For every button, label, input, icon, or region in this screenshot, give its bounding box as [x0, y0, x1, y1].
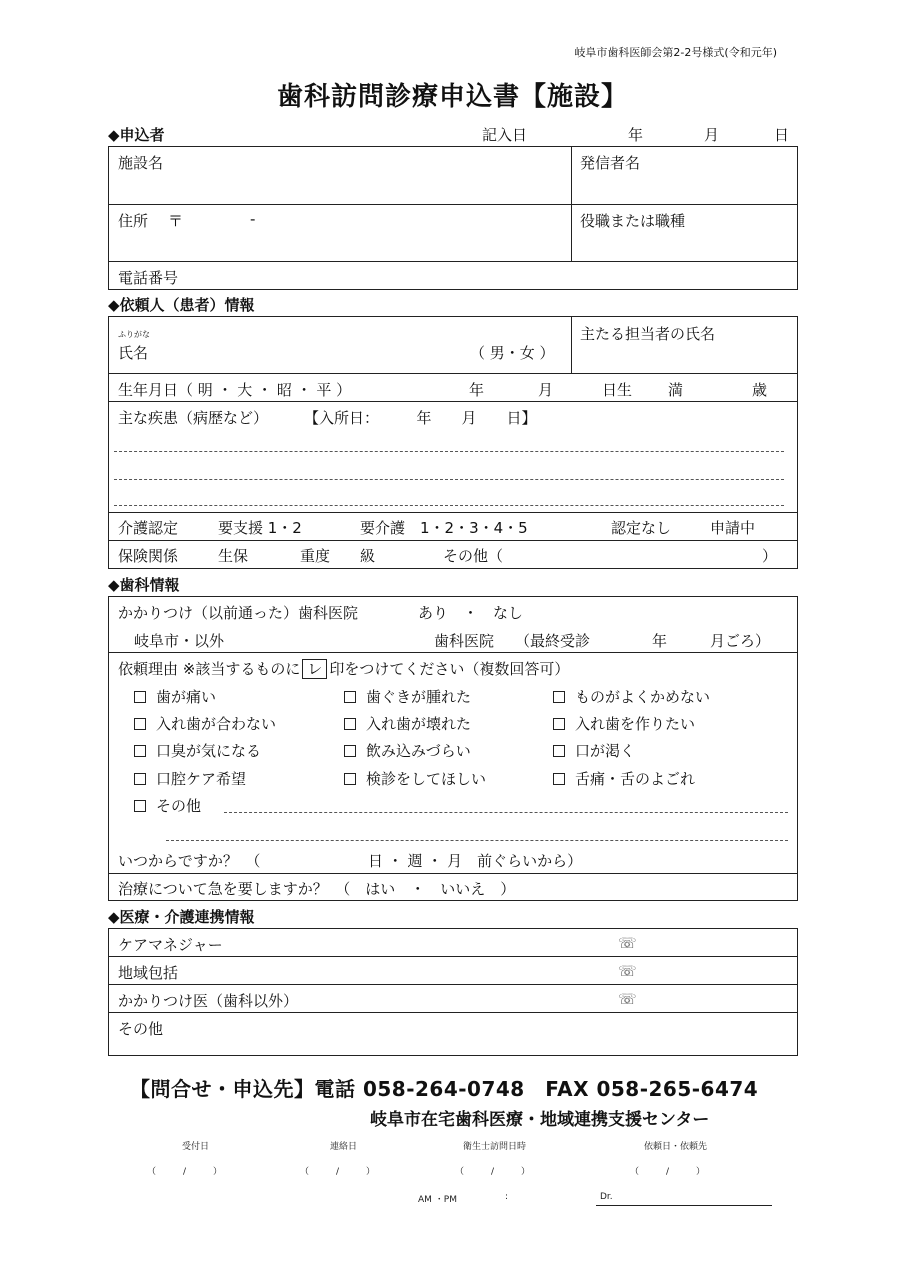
patient-name-field[interactable]: 氏名 [118, 344, 149, 362]
form-number: 岐阜市歯科医師会第2-2号様式(令和元年) [574, 46, 777, 59]
care-level-option[interactable]: 要介護 1・2・3・4・5 [360, 519, 528, 537]
care-manager-field[interactable]: ケアマネジャー [118, 936, 223, 954]
disease-dotline-1 [114, 451, 784, 452]
coord-other-field[interactable]: その他 [118, 1020, 164, 1038]
reason-suffix: 印をつけてください（複数回答可） [329, 660, 570, 678]
disease-dotline-3 [114, 505, 784, 506]
checkbox-icon[interactable] [344, 773, 356, 785]
postal-dash: - [250, 210, 256, 228]
age-unit: 歳 [752, 381, 768, 399]
no-cert-option[interactable]: 認定なし [611, 519, 672, 537]
page-title: 歯科訪問診療申込書【施設】 [276, 82, 628, 112]
reason-label: ものがよくかめない [575, 688, 711, 706]
reason-label: 検診をしてほしい [366, 770, 487, 788]
position-field[interactable]: 役職または職種 [580, 212, 686, 230]
insurance-label: 保険関係 [118, 547, 179, 565]
birth-month: 月 [538, 381, 554, 399]
patient-line-3 [108, 512, 798, 513]
applicant-line-2 [108, 261, 798, 262]
reason-label: 舌痛・舌のよごれ [575, 770, 696, 788]
regular-clinic-label: かかりつけ（以前通った）歯科医院 [118, 604, 359, 622]
dental-line-1 [108, 652, 798, 653]
family-doctor-field[interactable]: かかりつけ医（歯科以外） [118, 992, 299, 1010]
patient-line-1 [108, 373, 798, 374]
checkbox-icon[interactable] [344, 745, 356, 757]
office-contacted-label: 連絡日 [330, 1142, 358, 1152]
furigana-label: ふりがな [118, 330, 150, 339]
office-hygienist-date[interactable]: （ / ） [455, 1167, 534, 1177]
entry-date-label: 記入日 [482, 126, 528, 144]
coord-line-2 [108, 984, 798, 985]
reason-instructions [118, 658, 569, 679]
office-request-date[interactable]: （ / ） [630, 1167, 709, 1177]
doctor-underline [596, 1205, 772, 1206]
birth-year: 年 [469, 381, 485, 399]
reason-checkbox[interactable] [134, 686, 216, 707]
coord-line-3 [108, 1012, 798, 1013]
reason-checkbox[interactable] [344, 740, 471, 761]
entry-month: 月 [704, 126, 720, 144]
section-applicant: ◆申込者 [108, 126, 165, 144]
since-field[interactable]: いつからですか？ （ [118, 852, 261, 870]
admission-date[interactable]: 【入所日： 年 月 日】 [304, 409, 537, 427]
insurance-close: ） [762, 547, 778, 565]
office-request-label: 依頼日・依頼先 [644, 1142, 708, 1152]
contact-line: 【問合せ・申込先】電話 058-264-0748 FAX 058-265-6474 [130, 1077, 759, 1101]
office-ampm[interactable]: AM ・PM [418, 1195, 457, 1205]
reason-label: 口が渇く [575, 742, 636, 760]
reason-label: 入れ歯を作りたい [575, 715, 696, 733]
office-received-date[interactable]: （ / ） [147, 1167, 226, 1177]
clinic-city[interactable]: 岐阜市・以外 [134, 632, 225, 650]
dental-line-2 [108, 873, 798, 874]
severe-option[interactable]: 重度 級 [300, 547, 376, 565]
birth-day: 日生 [602, 381, 633, 399]
office-colon: : [505, 1192, 509, 1202]
care-cert-label: 介護認定 [118, 519, 179, 537]
insurance-other[interactable]: その他（ [443, 547, 504, 565]
checkbox-icon[interactable] [553, 691, 565, 703]
sender-name-field[interactable]: 発信者名 [580, 154, 641, 172]
address-field[interactable]: 住所 [118, 212, 149, 230]
regular-clinic-yes-no[interactable]: あり ・ なし [418, 604, 524, 622]
office-contacted-date[interactable]: （ / ） [300, 1167, 379, 1177]
checkbox-icon[interactable] [344, 718, 356, 730]
checkbox-icon[interactable] [134, 745, 146, 757]
contact-organization: 岐阜市在宅歯科医療・地域連携支援センター [370, 1110, 710, 1130]
patient-line-4 [108, 540, 798, 541]
other-dotline-2 [166, 840, 788, 841]
clinic-label: 歯科医院 [434, 632, 495, 650]
community-center-field[interactable]: 地域包括 [118, 964, 179, 982]
checkbox-icon[interactable] [344, 691, 356, 703]
patient-divider [571, 316, 572, 373]
office-received-label: 受付日 [182, 1142, 210, 1152]
reason-prefix: 依頼理由 ※該当するものに [118, 660, 301, 678]
welfare-option[interactable]: 生保 [218, 547, 249, 565]
checkbox-icon[interactable] [553, 745, 565, 757]
reason-checkbox[interactable] [344, 686, 471, 707]
reason-checkbox[interactable] [553, 768, 695, 789]
birth-era-selector[interactable]: 生年月日（ 明 ・ 大 ・ 昭 ・ 平 ） [118, 381, 352, 399]
checkbox-icon[interactable] [553, 718, 565, 730]
last-visit-year: 年 [652, 632, 668, 650]
postal-mark: 〒 [168, 212, 184, 230]
checkbox-icon[interactable] [134, 773, 146, 785]
section-coordination: ◆医療・介護連携情報 [108, 908, 255, 926]
entry-year: 年 [628, 126, 644, 144]
reason-checkbox[interactable] [553, 713, 695, 734]
facility-name-field[interactable]: 施設名 [118, 154, 164, 172]
support-option[interactable]: 要支援 1・2 [218, 519, 302, 537]
reason-checkbox[interactable] [344, 713, 471, 734]
applying-option[interactable]: 申請中 [710, 519, 756, 537]
applicant-line-1 [108, 204, 798, 205]
age-full: 満 [668, 381, 684, 399]
applicant-box [108, 146, 798, 290]
reason-label: 歯が痛い [156, 688, 217, 706]
reason-label: その他 [156, 797, 202, 815]
disease-dotline-2 [114, 479, 784, 480]
phone-icon: ☏ [618, 990, 637, 1008]
staff-name-field[interactable]: 主たる担当者の氏名 [580, 325, 716, 343]
last-visit-month: 月ごろ） [710, 632, 771, 650]
reason-label: 飲み込みづらい [366, 742, 471, 760]
reason-checkbox[interactable] [134, 713, 276, 734]
reason-label: 口臭が気になる [156, 742, 262, 760]
since-units[interactable]: 日 ・ 週 ・ 月 前ぐらいから） [368, 852, 583, 870]
reason-checkbox[interactable] [553, 740, 635, 761]
office-hygienist-label: 衛生士訪問日時 [463, 1142, 527, 1152]
office-doctor[interactable]: Dr. [600, 1192, 613, 1202]
entry-day: 日 [774, 126, 790, 144]
section-dental: ◆歯科情報 [108, 576, 180, 594]
reason-label: 歯ぐきが腫れた [366, 688, 472, 706]
reason-label: 入れ歯が合わない [156, 715, 277, 733]
check-mark-example: レ [302, 659, 327, 679]
checkbox-icon[interactable] [134, 691, 146, 703]
reason-other-checkbox[interactable] [134, 795, 201, 816]
phone-field[interactable]: 電話番号 [118, 269, 179, 287]
last-visit-label: （最終受診 [515, 632, 591, 650]
phone-icon: ☏ [618, 962, 637, 980]
coord-line-1 [108, 956, 798, 957]
reason-checkbox[interactable] [344, 768, 486, 789]
reason-checkbox[interactable] [553, 686, 710, 707]
phone-icon: ☏ [618, 934, 637, 952]
reason-label: 口腔ケア希望 [156, 770, 247, 788]
reason-label: 入れ歯が壊れた [366, 715, 472, 733]
other-dotline-1 [224, 812, 788, 813]
reason-checkbox[interactable] [134, 768, 246, 789]
patient-line-2 [108, 401, 798, 402]
sex-selector[interactable]: （ 男・女 ） [470, 344, 555, 362]
reason-checkbox[interactable] [134, 740, 261, 761]
section-patient: ◆依頼人（患者）情報 [108, 296, 255, 314]
urgent-selector[interactable]: 治療について急を要しますか？ （ はい ・ いいえ ） [118, 880, 516, 898]
disease-field[interactable]: 主な疾患（病歴など） [118, 409, 269, 427]
checkbox-icon[interactable] [134, 718, 146, 730]
checkbox-icon[interactable] [134, 800, 146, 812]
checkbox-icon[interactable] [553, 773, 565, 785]
